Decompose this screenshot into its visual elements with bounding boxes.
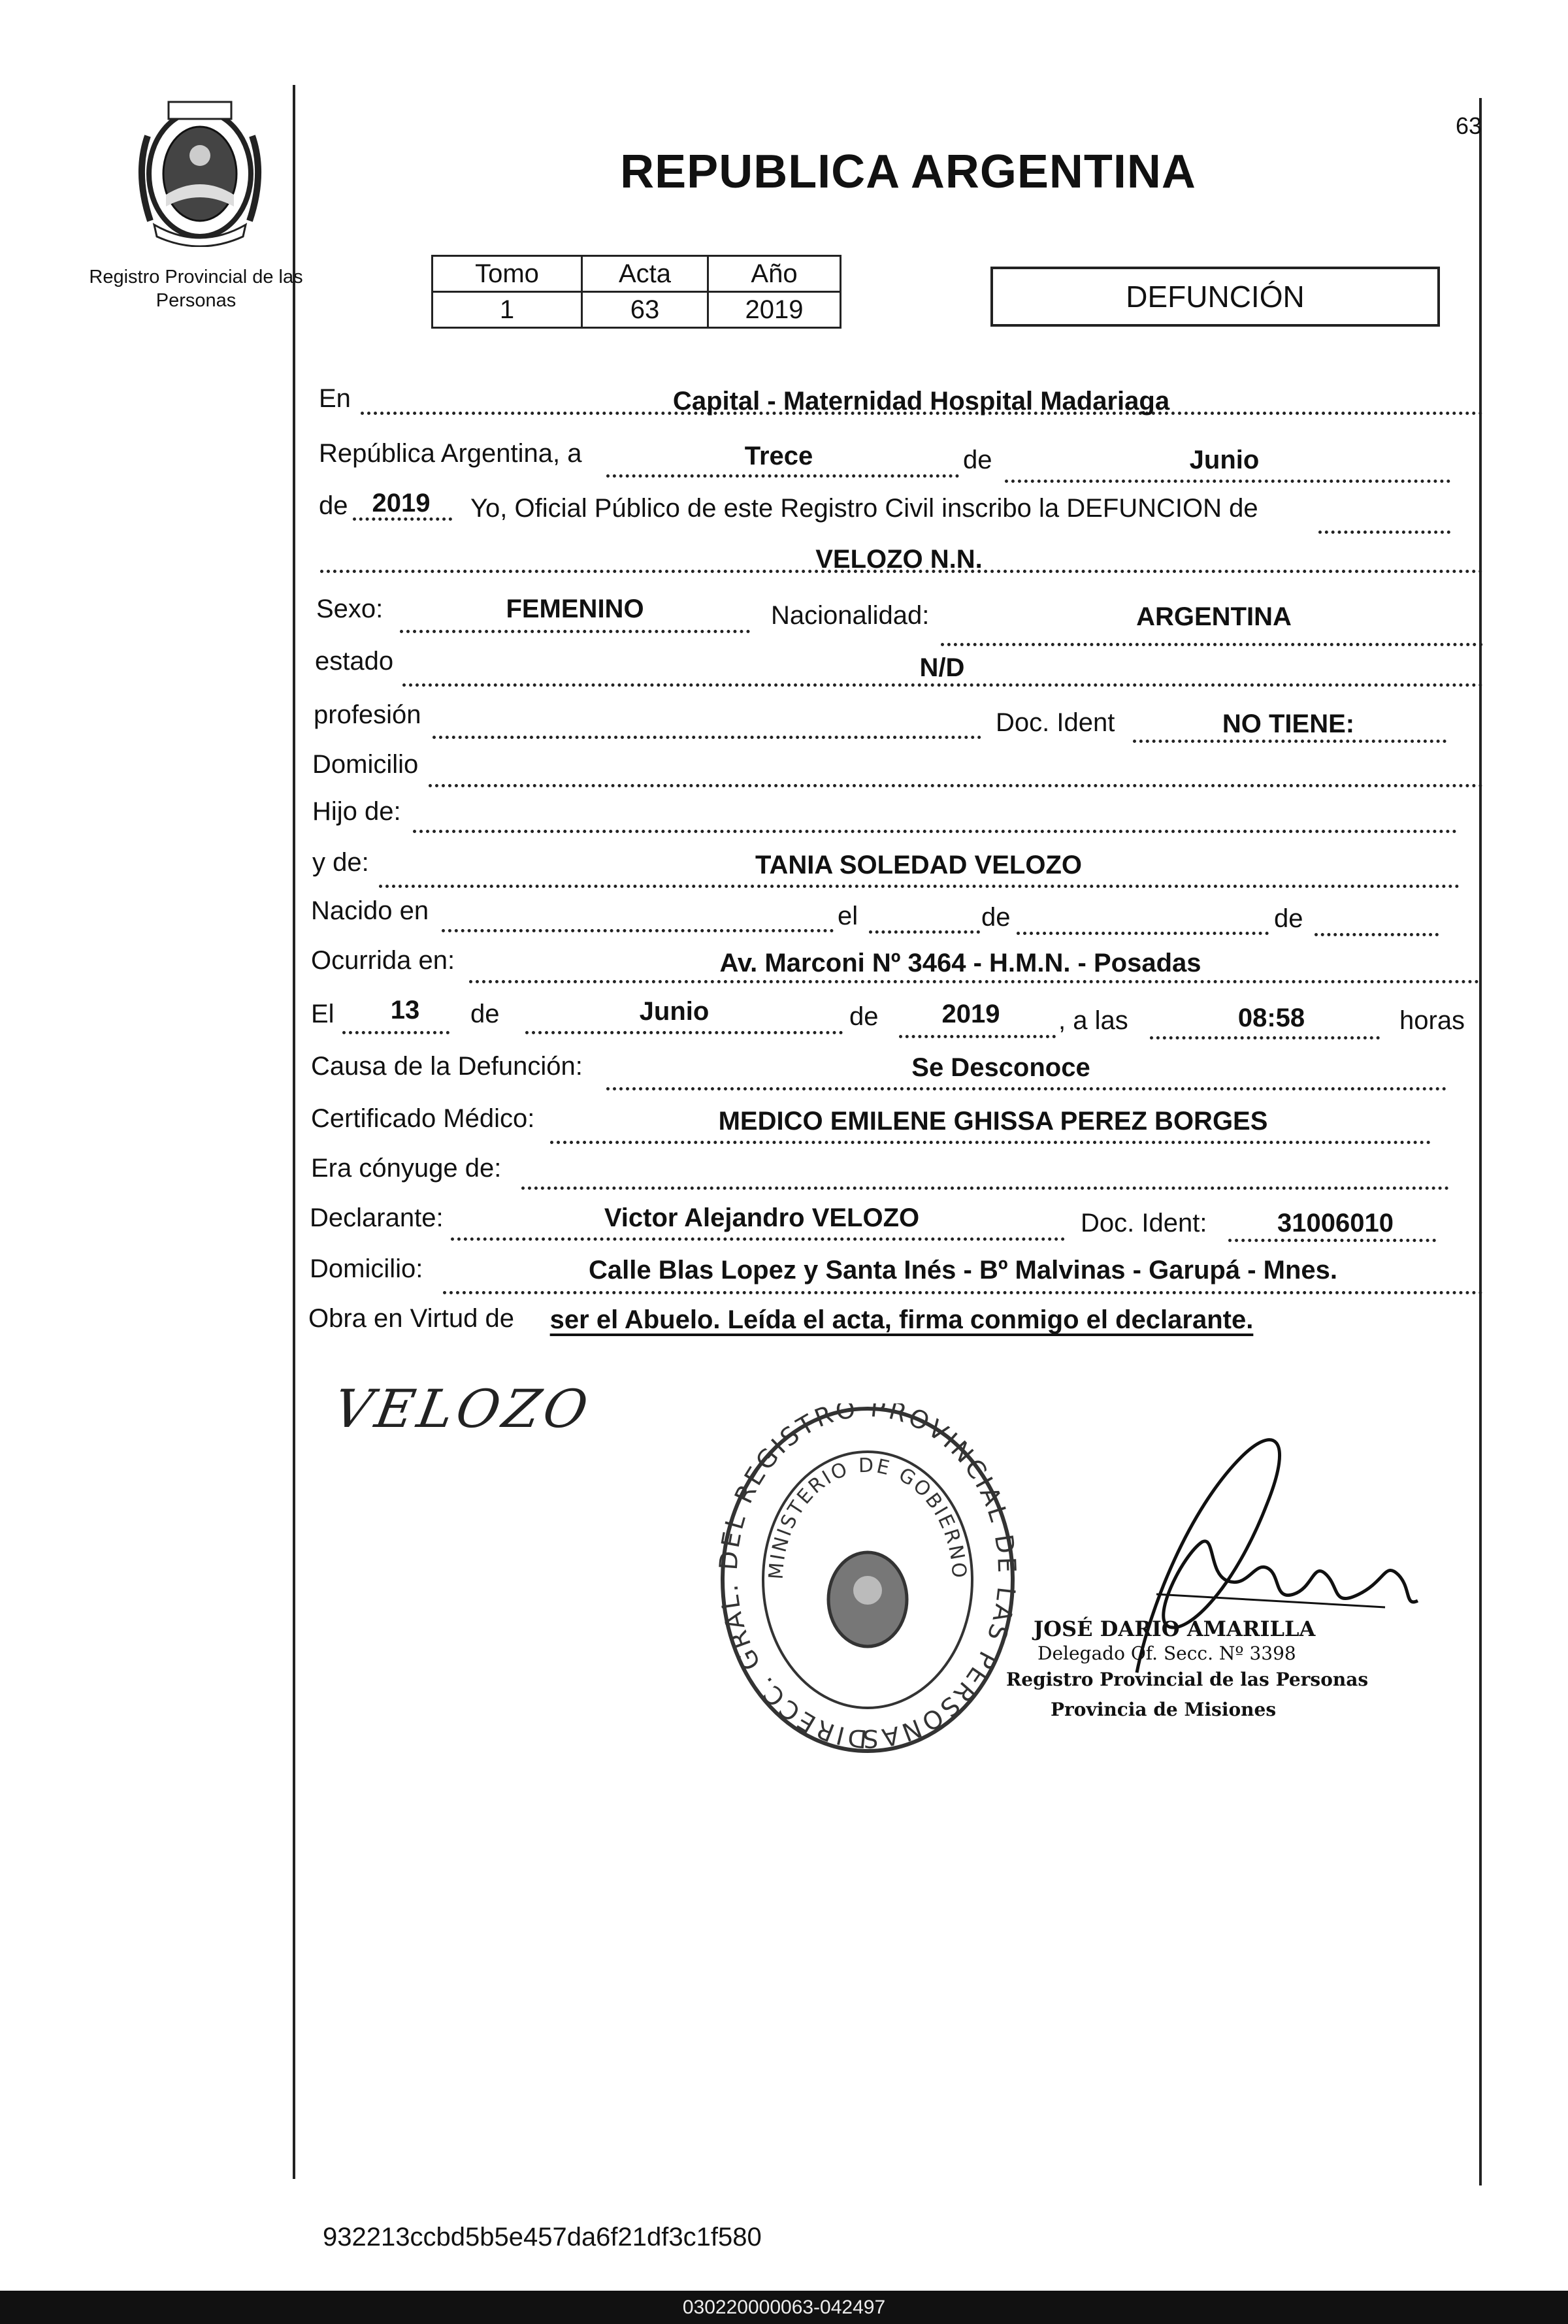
death-time: 08:58 xyxy=(1237,1004,1305,1032)
death-year-line xyxy=(899,1035,1056,1038)
ocurrida-value: Av. Marconi Nº 3464 - H.M.N. - Posadas xyxy=(719,949,1201,977)
day-line xyxy=(606,474,959,478)
doc-ident-line xyxy=(1133,740,1446,743)
nacido-month-line xyxy=(1017,932,1269,935)
certificado-value: MEDICO EMILENE GHISSA PEREZ BORGES xyxy=(718,1107,1268,1136)
act-header-ano: Año xyxy=(708,256,841,292)
de-label-1: de xyxy=(963,446,992,474)
oficial-line xyxy=(1318,531,1450,534)
act-header-tomo: Tomo xyxy=(433,256,582,292)
nacido-label: Nacido en xyxy=(311,896,429,925)
nacido-year-line xyxy=(1315,933,1439,936)
day-value: Trece xyxy=(744,442,813,470)
profesion-label: profesión xyxy=(314,700,421,729)
act-value-acta: 63 xyxy=(582,292,708,328)
official-name: JOSÉ DARIO AMARILLA xyxy=(1034,1616,1316,1641)
doc-ident2-label: Doc. Ident: xyxy=(1081,1209,1207,1237)
obra-value: ser el Abuelo. Leída el acta, firma conmigo el declarante. xyxy=(549,1305,1254,1334)
sexo-line xyxy=(400,630,750,633)
domicilio2-value: Calle Blas Lopez y Santa Inés - Bº Malvinas - Garupá - Mnes. xyxy=(588,1256,1338,1285)
act-table xyxy=(431,255,841,329)
nacionalidad-value: ARGENTINA xyxy=(1136,602,1292,631)
declarante-label: Declarante: xyxy=(310,1203,444,1232)
ocurrida-line xyxy=(469,980,1479,983)
certificado-line xyxy=(550,1141,1431,1144)
month-line xyxy=(1005,480,1450,483)
conyuge-label: Era cónyuge de: xyxy=(311,1154,502,1183)
de-label-5: de xyxy=(470,1000,500,1028)
causa-value: Se Desconoce xyxy=(911,1053,1090,1082)
domicilio2-label: Domicilio: xyxy=(310,1254,423,1283)
hijo-line xyxy=(413,830,1457,833)
hijo-label: Hijo de: xyxy=(312,797,401,826)
en-label: En xyxy=(319,384,351,413)
doc-ident2-value: 31006010 xyxy=(1277,1209,1394,1237)
estado-value: N/D xyxy=(919,653,965,682)
doc-ident-label: Doc. Ident xyxy=(996,708,1115,737)
nacionalidad-label: Nacionalidad: xyxy=(771,601,930,630)
footer-id-bar: 030220000063-042497 xyxy=(0,2291,1568,2324)
death-day: 13 xyxy=(390,996,420,1024)
domicilio-line xyxy=(429,784,1483,787)
document-hash: 932213ccbd5b5e457da6f21df3c1f580 xyxy=(323,2223,762,2251)
sexo-label: Sexo: xyxy=(316,595,384,623)
horas-label: horas xyxy=(1399,1006,1465,1035)
nacido-line xyxy=(442,929,834,932)
left-margin-line xyxy=(293,85,295,2179)
month-value: Junio xyxy=(1189,446,1260,474)
death-year: 2019 xyxy=(941,1000,1000,1028)
yde-label: y de: xyxy=(312,848,369,877)
de-label-4: de xyxy=(1274,904,1303,933)
causa-label: Causa de la Defunción: xyxy=(311,1052,583,1081)
svg-text:MINISTERIO DE GOBIERNO: MINISTERIO DE GOBIERNO xyxy=(764,1454,971,1580)
handwritten-signature-name: VELOZO xyxy=(329,1379,596,1439)
page-title: REPUBLICA ARGENTINA xyxy=(620,146,1196,198)
sexo-value: FEMENINO xyxy=(506,595,644,623)
record-type-box: DEFUNCIÓN xyxy=(990,267,1440,327)
domicilio-label: Domicilio xyxy=(312,750,419,779)
alas-label: , a las xyxy=(1058,1006,1128,1035)
registry-stamp xyxy=(711,1403,1024,1759)
death-day-line xyxy=(342,1031,449,1034)
domicilio2-line xyxy=(443,1291,1483,1294)
nacido-day-line xyxy=(869,930,980,934)
act-value-tomo: 1 xyxy=(433,292,582,328)
estado-label: estado xyxy=(315,647,394,676)
act-value-ano: 2019 xyxy=(708,292,841,328)
conyuge-line xyxy=(521,1187,1449,1190)
en-value: Capital - Maternidad Hospital Madariaga xyxy=(672,387,1170,416)
act-header-acta: Acta xyxy=(582,256,708,292)
nacionalidad-line xyxy=(941,643,1483,646)
svg-text:DIRECC. GRAL. DEL REGISTRO PRO: DIRECC. GRAL. DEL REGISTRO PROVINCIAL DE LAS PERSONAS xyxy=(713,1403,1022,1754)
official-role: Delegado Of. Secc. Nº 3398 xyxy=(1037,1643,1296,1664)
death-month-line xyxy=(525,1031,843,1034)
ocurrida-label: Ocurrida en: xyxy=(311,946,455,975)
official-registry: Registro Provincial de las Personas xyxy=(1006,1669,1369,1690)
declarante-line xyxy=(451,1237,1065,1241)
profesion-line xyxy=(433,736,981,739)
causa-line xyxy=(606,1087,1446,1090)
estado-line xyxy=(402,683,1483,687)
year-value: 2019 xyxy=(372,489,431,517)
registry-name: Registro Provincial de las Personas xyxy=(89,267,303,311)
el2-label: El xyxy=(311,1000,335,1028)
declarante-value: Victor Alejandro VELOZO xyxy=(604,1203,920,1232)
official-province: Provincia de Misiones xyxy=(1051,1699,1277,1720)
page-number: 63 xyxy=(1456,112,1482,139)
de-label-3: de xyxy=(981,903,1011,932)
deceased-name: VELOZO N.N. xyxy=(815,545,983,574)
de-label-6: de xyxy=(849,1002,879,1031)
death-month: Junio xyxy=(639,997,710,1026)
obra-label: Obra en Virtud de xyxy=(308,1304,515,1333)
certificado-label: Certificado Médico: xyxy=(311,1104,535,1133)
doc-ident2-line xyxy=(1228,1239,1436,1242)
de-label-2: de xyxy=(319,491,348,520)
death-time-line xyxy=(1150,1036,1380,1039)
el-label: el xyxy=(838,902,858,930)
doc-ident-value: NO TIENE: xyxy=(1222,710,1355,738)
republica-label: República Argentina, a xyxy=(319,439,582,468)
yde-value: TANIA SOLEDAD VELOZO xyxy=(755,851,1082,879)
oficial-text: Yo, Oficial Público de este Registro Civil inscribo la DEFUNCION de xyxy=(470,494,1258,523)
yde-line xyxy=(379,885,1460,888)
